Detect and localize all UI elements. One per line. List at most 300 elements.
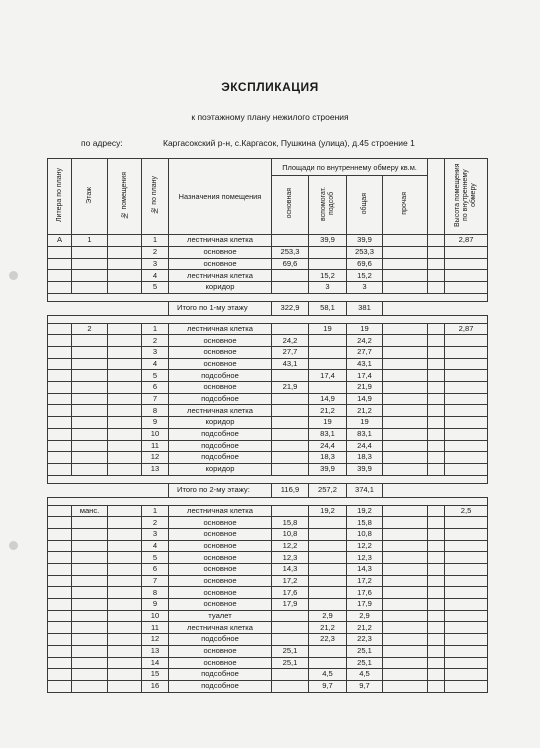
cell-other-area — [383, 505, 428, 517]
cell-main-area — [272, 323, 309, 335]
cell-main-area — [272, 405, 309, 417]
header-area-group: Площади по внутреннему обмеру кв.м. — [272, 159, 428, 176]
cell-main-area — [272, 463, 309, 475]
table-row — [48, 645, 488, 657]
cell-floor — [72, 669, 108, 681]
cell-total-area: 83,1 — [347, 428, 383, 440]
cell-litera — [48, 270, 72, 282]
cell-litera — [48, 645, 72, 657]
cell-room-no — [108, 610, 142, 622]
cell-purpose: подсобное — [169, 370, 272, 382]
cell-floor — [72, 417, 108, 429]
cell-room-no — [108, 552, 142, 564]
cell-aux-area: 2,9 — [309, 610, 347, 622]
cell-main-area: 25,1 — [272, 657, 309, 669]
header-aux: вспомогат. подсоб — [309, 176, 347, 235]
cell-room-no — [108, 540, 142, 552]
cell-purpose: основное — [169, 645, 272, 657]
cell-height — [445, 370, 488, 382]
cell-plan-no: 1 — [142, 505, 169, 517]
table-row — [48, 270, 488, 282]
cell-room-no — [108, 335, 142, 347]
cell-room-no — [108, 622, 142, 634]
cell-height — [445, 669, 488, 681]
cell-total-area: 14,9 — [347, 393, 383, 405]
cell-plan-no: 8 — [142, 405, 169, 417]
cell-purpose: подсобное — [169, 669, 272, 681]
cell-main-area: 253,3 — [272, 246, 309, 258]
header-height: Высота помещения по внутреннему обмеру — [445, 159, 488, 235]
cell-main-area: 69,6 — [272, 258, 309, 270]
cell-plan-no: 5 — [142, 552, 169, 564]
cell-floor — [72, 657, 108, 669]
cell-height — [445, 358, 488, 370]
cell-height — [445, 428, 488, 440]
cell-purpose: лестничная клетка — [169, 270, 272, 282]
cell-other-area — [383, 428, 428, 440]
cell-litera — [48, 393, 72, 405]
cell-room-no — [108, 258, 142, 270]
cell-other-area — [383, 452, 428, 464]
cell-purpose: основное — [169, 382, 272, 394]
cell-purpose: основное — [169, 517, 272, 529]
cell-other-area — [383, 382, 428, 394]
cell-main-area: 27,7 — [272, 347, 309, 359]
cell-other-area — [383, 235, 428, 247]
cell-floor — [72, 540, 108, 552]
cell-height — [445, 281, 488, 293]
cell-height — [445, 440, 488, 452]
cell-litera — [48, 564, 72, 576]
cell-room-no — [108, 440, 142, 452]
cell-main-area: 15,8 — [272, 517, 309, 529]
cell-floor — [72, 517, 108, 529]
cell-other-area — [383, 335, 428, 347]
table-row — [48, 575, 488, 587]
cell-main-area: 10,8 — [272, 528, 309, 540]
table-row — [48, 281, 488, 293]
cell-other-area — [383, 622, 428, 634]
cell-aux-area: 22,3 — [309, 634, 347, 646]
cell-height — [445, 246, 488, 258]
cell-total-area: 27,7 — [347, 347, 383, 359]
cell-purpose: основное — [169, 258, 272, 270]
cell-plan-no: 16 — [142, 680, 169, 692]
cell-plan-no: 7 — [142, 575, 169, 587]
document-subtitle: к поэтажному плану нежилого строения — [191, 112, 349, 122]
cell-room-no — [108, 405, 142, 417]
cell-purpose: туалет — [169, 610, 272, 622]
cell-floor — [72, 463, 108, 475]
cell-total-area: 21,2 — [347, 405, 383, 417]
cell-main-area — [272, 634, 309, 646]
cell-other-area — [383, 517, 428, 529]
cell-floor — [72, 645, 108, 657]
cell-height — [445, 270, 488, 282]
cell-main-area — [272, 622, 309, 634]
cell-height: 2,87 — [445, 323, 488, 335]
cell-height — [445, 258, 488, 270]
cell-height: 2,87 — [445, 235, 488, 247]
cell-plan-no: 8 — [142, 587, 169, 599]
cell-total-area: 17,4 — [347, 370, 383, 382]
cell-room-no — [108, 575, 142, 587]
cell-total-area: 17,2 — [347, 575, 383, 587]
cell-litera — [48, 517, 72, 529]
cell-aux-area — [309, 358, 347, 370]
cell-floor — [72, 358, 108, 370]
cell-aux-area: 17,4 — [309, 370, 347, 382]
cell-purpose: основное — [169, 335, 272, 347]
table-row — [48, 599, 488, 611]
total-main-area: 322,9 — [272, 301, 309, 315]
cell-main-area — [272, 370, 309, 382]
cell-floor — [72, 370, 108, 382]
cell-room-no — [108, 235, 142, 247]
cell-height — [445, 540, 488, 552]
cell-litera — [48, 587, 72, 599]
cell-litera — [48, 335, 72, 347]
cell-floor — [72, 552, 108, 564]
cell-height — [445, 575, 488, 587]
cell-aux-area: 9,7 — [309, 680, 347, 692]
cell-litera — [48, 669, 72, 681]
cell-height — [445, 463, 488, 475]
cell-litera — [48, 540, 72, 552]
cell-floor: 2 — [72, 323, 108, 335]
cell-main-area — [272, 281, 309, 293]
cell-main-area — [272, 428, 309, 440]
cell-aux-area — [309, 246, 347, 258]
cell-plan-no: 2 — [142, 517, 169, 529]
cell-other-area — [383, 323, 428, 335]
cell-height — [445, 452, 488, 464]
cell-height: 2,5 — [445, 505, 488, 517]
table-row — [48, 417, 488, 429]
cell-height — [445, 347, 488, 359]
cell-other-area — [383, 657, 428, 669]
cell-total-area: 25,1 — [347, 657, 383, 669]
cell-total-area: 3 — [347, 281, 383, 293]
cell-purpose: основное — [169, 599, 272, 611]
cell-plan-no: 5 — [142, 370, 169, 382]
cell-plan-no: 4 — [142, 540, 169, 552]
cell-other-area — [383, 669, 428, 681]
cell-height — [445, 382, 488, 394]
cell-other-area — [383, 540, 428, 552]
table-row — [48, 622, 488, 634]
cell-aux-area — [309, 528, 347, 540]
cell-litera — [48, 657, 72, 669]
cell-height — [445, 517, 488, 529]
total-aux-area: 257,2 — [309, 483, 347, 497]
cell-main-area — [272, 610, 309, 622]
cell-litera — [48, 417, 72, 429]
cell-aux-area — [309, 258, 347, 270]
cell-total-area: 21,9 — [347, 382, 383, 394]
cell-litera — [48, 370, 72, 382]
cell-height — [445, 564, 488, 576]
cell-main-area: 17,9 — [272, 599, 309, 611]
cell-plan-no: 10 — [142, 610, 169, 622]
cell-total-area: 69,6 — [347, 258, 383, 270]
cell-aux-area: 14,9 — [309, 393, 347, 405]
cell-aux-area — [309, 645, 347, 657]
cell-room-no — [108, 370, 142, 382]
cell-floor — [72, 575, 108, 587]
cell-room-no — [108, 323, 142, 335]
header-main: основная — [272, 176, 309, 235]
header-total: общая — [347, 176, 383, 235]
cell-aux-area: 4,5 — [309, 669, 347, 681]
cell-room-no — [108, 587, 142, 599]
cell-room-no — [108, 393, 142, 405]
cell-floor — [72, 680, 108, 692]
cell-litera: А — [48, 235, 72, 247]
cell-other-area — [383, 680, 428, 692]
cell-purpose: основное — [169, 564, 272, 576]
cell-plan-no: 13 — [142, 463, 169, 475]
table-row — [48, 235, 488, 247]
cell-other-area — [383, 552, 428, 564]
cell-main-area — [272, 452, 309, 464]
cell-height — [445, 610, 488, 622]
cell-main-area: 24,2 — [272, 335, 309, 347]
table-row — [48, 528, 488, 540]
table-row — [48, 335, 488, 347]
cell-litera — [48, 680, 72, 692]
cell-other-area — [383, 463, 428, 475]
cell-aux-area — [309, 657, 347, 669]
total-aux-area: 58,1 — [309, 301, 347, 315]
cell-height — [445, 393, 488, 405]
cell-purpose: подсобное — [169, 634, 272, 646]
cell-purpose: подсобное — [169, 452, 272, 464]
cell-total-area: 9,7 — [347, 680, 383, 692]
cell-purpose: подсобное — [169, 440, 272, 452]
cell-height — [445, 645, 488, 657]
cell-room-no — [108, 528, 142, 540]
cell-plan-no: 5 — [142, 281, 169, 293]
header-floor: Этаж — [72, 159, 108, 235]
cell-room-no — [108, 347, 142, 359]
cell-total-area: 39,9 — [347, 235, 383, 247]
cell-purpose: коридор — [169, 417, 272, 429]
cell-floor: 1 — [72, 235, 108, 247]
cell-main-area: 14,3 — [272, 564, 309, 576]
cell-room-no — [108, 669, 142, 681]
cell-room-no — [108, 680, 142, 692]
table-row — [48, 680, 488, 692]
cell-height — [445, 528, 488, 540]
cell-plan-no: 3 — [142, 258, 169, 270]
cell-total-area: 2,9 — [347, 610, 383, 622]
cell-litera — [48, 382, 72, 394]
cell-room-no — [108, 452, 142, 464]
cell-other-area — [383, 587, 428, 599]
cell-main-area: 21,9 — [272, 382, 309, 394]
cell-height — [445, 634, 488, 646]
cell-main-area — [272, 270, 309, 282]
cell-plan-no: 10 — [142, 428, 169, 440]
total-label: Итого по 1-му этажу — [169, 301, 272, 315]
cell-litera — [48, 258, 72, 270]
cell-total-area: 4,5 — [347, 669, 383, 681]
cell-aux-area — [309, 564, 347, 576]
cell-litera — [48, 463, 72, 475]
table-row — [48, 564, 488, 576]
table-row — [48, 587, 488, 599]
cell-room-no — [108, 634, 142, 646]
cell-purpose: основное — [169, 347, 272, 359]
explication-table — [47, 158, 488, 693]
cell-aux-area — [309, 599, 347, 611]
cell-height — [445, 405, 488, 417]
cell-purpose: лестничная клетка — [169, 405, 272, 417]
cell-purpose: подсобное — [169, 428, 272, 440]
address-label: по адресу: — [81, 138, 123, 148]
table-row — [48, 552, 488, 564]
cell-total-area: 253,3 — [347, 246, 383, 258]
cell-room-no — [108, 358, 142, 370]
cell-purpose: основное — [169, 587, 272, 599]
cell-litera — [48, 610, 72, 622]
cell-main-area — [272, 680, 309, 692]
cell-litera — [48, 575, 72, 587]
cell-litera — [48, 440, 72, 452]
cell-floor — [72, 246, 108, 258]
header-purpose: Назначения помещения — [169, 159, 272, 235]
cell-other-area — [383, 528, 428, 540]
cell-aux-area — [309, 587, 347, 599]
cell-height — [445, 587, 488, 599]
cell-litera — [48, 323, 72, 335]
cell-main-area: 12,2 — [272, 540, 309, 552]
cell-litera — [48, 505, 72, 517]
cell-other-area — [383, 270, 428, 282]
table-row — [48, 505, 488, 517]
cell-litera — [48, 281, 72, 293]
cell-floor — [72, 610, 108, 622]
table-row — [48, 405, 488, 417]
punch-hole-icon — [9, 271, 18, 280]
cell-room-no — [108, 382, 142, 394]
cell-aux-area: 21,2 — [309, 405, 347, 417]
table-row — [48, 610, 488, 622]
cell-total-area: 10,8 — [347, 528, 383, 540]
cell-total-area: 19 — [347, 323, 383, 335]
cell-aux-area: 19,2 — [309, 505, 347, 517]
cell-purpose: коридор — [169, 463, 272, 475]
cell-other-area — [383, 645, 428, 657]
cell-plan-no: 13 — [142, 645, 169, 657]
cell-plan-no: 3 — [142, 347, 169, 359]
table-row — [48, 393, 488, 405]
cell-litera — [48, 358, 72, 370]
cell-aux-area — [309, 552, 347, 564]
cell-total-area: 19,2 — [347, 505, 383, 517]
cell-plan-no: 9 — [142, 417, 169, 429]
cell-plan-no: 6 — [142, 564, 169, 576]
cell-room-no — [108, 417, 142, 429]
cell-litera — [48, 599, 72, 611]
cell-other-area — [383, 417, 428, 429]
cell-other-area — [383, 347, 428, 359]
cell-room-no — [108, 281, 142, 293]
cell-floor — [72, 587, 108, 599]
cell-purpose: подсобное — [169, 393, 272, 405]
cell-total-area: 21,2 — [347, 622, 383, 634]
cell-total-area: 12,2 — [347, 540, 383, 552]
cell-other-area — [383, 281, 428, 293]
cell-purpose: основное — [169, 358, 272, 370]
cell-litera — [48, 552, 72, 564]
cell-plan-no: 14 — [142, 657, 169, 669]
cell-room-no — [108, 246, 142, 258]
cell-floor — [72, 347, 108, 359]
cell-aux-area: 3 — [309, 281, 347, 293]
table-row — [48, 657, 488, 669]
cell-aux-area — [309, 517, 347, 529]
cell-total-area: 17,6 — [347, 587, 383, 599]
header-other: прочая — [383, 176, 428, 235]
cell-plan-no: 2 — [142, 246, 169, 258]
cell-aux-area — [309, 347, 347, 359]
cell-aux-area: 15,2 — [309, 270, 347, 282]
cell-main-area — [272, 235, 309, 247]
cell-litera — [48, 528, 72, 540]
cell-aux-area: 24,4 — [309, 440, 347, 452]
cell-plan-no: 3 — [142, 528, 169, 540]
cell-main-area — [272, 505, 309, 517]
cell-plan-no: 1 — [142, 235, 169, 247]
cell-plan-no: 2 — [142, 335, 169, 347]
cell-floor — [72, 622, 108, 634]
cell-floor — [72, 564, 108, 576]
cell-purpose: основное — [169, 657, 272, 669]
cell-height — [445, 552, 488, 564]
cell-litera — [48, 634, 72, 646]
cell-main-area: 17,2 — [272, 575, 309, 587]
cell-other-area — [383, 370, 428, 382]
cell-other-area — [383, 258, 428, 270]
table-row — [48, 440, 488, 452]
cell-purpose: основное — [169, 552, 272, 564]
table-row — [48, 246, 488, 258]
table-row — [48, 358, 488, 370]
cell-total-area: 12,3 — [347, 552, 383, 564]
cell-total-area: 43,1 — [347, 358, 383, 370]
cell-aux-area — [309, 382, 347, 394]
cell-litera — [48, 428, 72, 440]
cell-litera — [48, 347, 72, 359]
cell-height — [445, 417, 488, 429]
cell-purpose: лестничная клетка — [169, 235, 272, 247]
cell-floor — [72, 440, 108, 452]
cell-other-area — [383, 599, 428, 611]
cell-purpose: подсобное — [169, 680, 272, 692]
cell-total-area: 15,8 — [347, 517, 383, 529]
total-total-area: 381 — [347, 301, 383, 315]
document-title: ЭКСПЛИКАЦИЯ — [221, 80, 319, 94]
address-value: Каргасокский р-н, с.Каргасок, Пушкина (улица), д.45 строение 1 — [163, 138, 415, 148]
cell-main-area: 43,1 — [272, 358, 309, 370]
cell-plan-no: 9 — [142, 599, 169, 611]
cell-plan-no: 11 — [142, 440, 169, 452]
cell-room-no — [108, 517, 142, 529]
cell-room-no — [108, 428, 142, 440]
table-row — [48, 370, 488, 382]
